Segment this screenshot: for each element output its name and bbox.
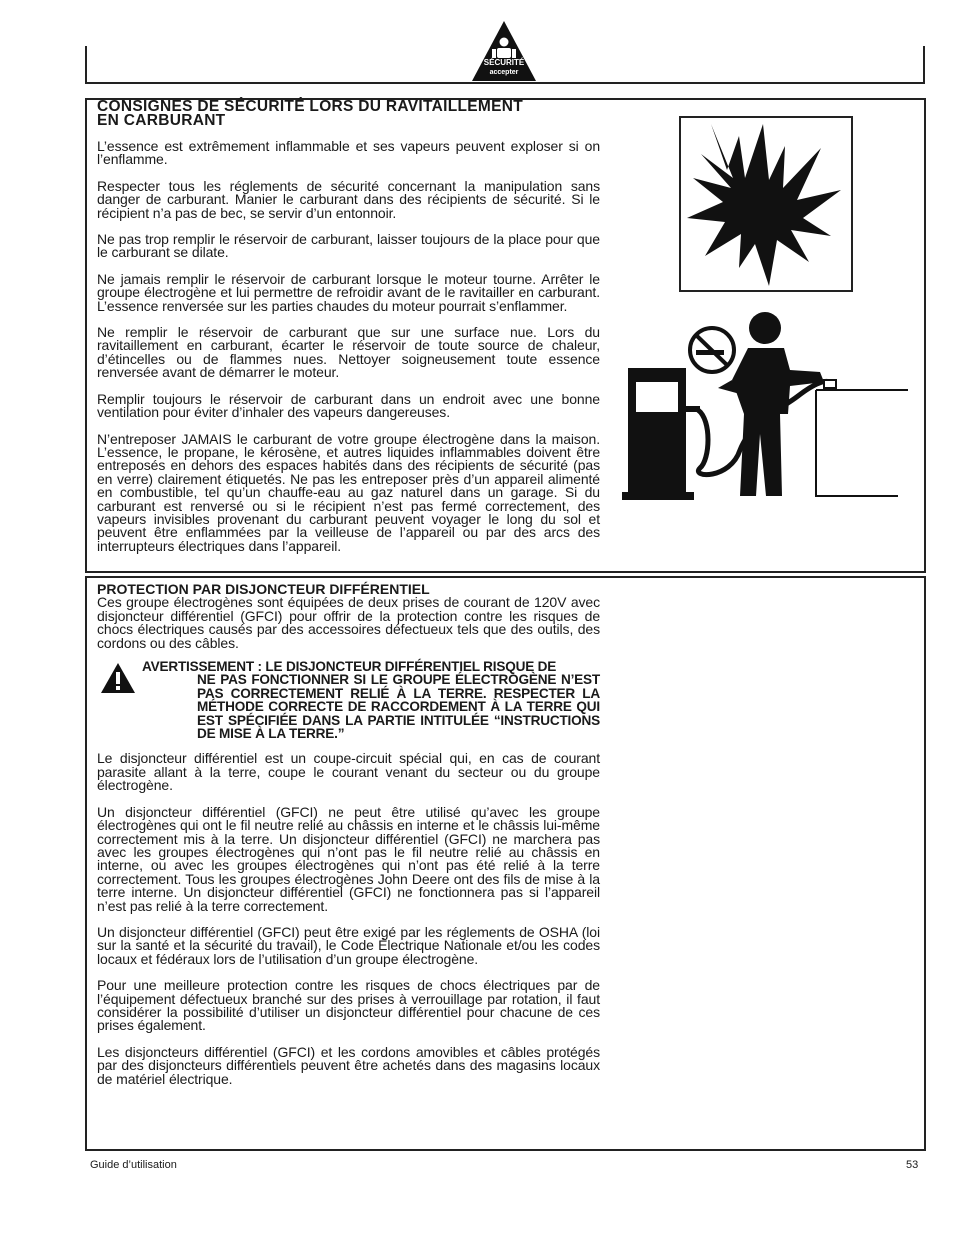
fueling-paragraph: Respecter tous les réglements de sécurité concernant la manipulation sans danger de carburant. Manier le carburant dans des récipients de sécurité. Si le récipient n’a pas de bec, se servir d’un entonnoir. bbox=[97, 177, 600, 221]
gfci-warning-text bbox=[142, 660, 600, 740]
fueling-paragraph: L’essence est extrêmement inflammable et ses vapeurs peuvent exploser si on l’enflamme. bbox=[97, 138, 600, 168]
gfci-paragraph: Un disjoncteur différentiel (GFCI) peut être exigé par les réglements de OSHA (loi sur la santé et la sécurité du travail), le Code Électrique Nationale et/ou les codes locaux et fédéraux lors de l’utilisation d’un groupe électrogène. bbox=[97, 923, 600, 967]
refueling-illustration bbox=[620, 310, 912, 502]
gfci-title: PROTECTION PAR DISJONCTEUR DIFFÉRENTIEL bbox=[97, 581, 430, 597]
gfci-warning-line1: AVERTISSEMENT : LE DISJONCTEUR DIFFÉRENTIEL RISQUE DE bbox=[142, 659, 557, 675]
gfci-paragraph: Les disjoncteurs différentiel (GFCI) et les cordons amovibles et câbles protégés par des disjoncteurs différentiels peuvent être achetés dans des magasins locaux de matériel électrique. bbox=[97, 1043, 600, 1087]
gfci-paragraph: Un disjoncteur différentiel (GFCI) ne peut être utilisé qu’avec les groupe électrogènes qui ont le fil neutre relié au châssis en interne et le châssis lui-même correctement mis à la terre. Un disjoncteur différentiel (GFCI) ne marchera pas avec les groupes électrogènes qui n’ont pas le fil neutre relié au châssis en interne, ou avec les groupes électrogènes qui n’ont pas été relié à la terre correctement. Tous les groupes électrogènes John Deere ont des fils de mise à la terre interne. Un disjoncteur différentiel (GFCI) ne fonctionnera pas si l’appareil n’est pas relié à la terre correctement. bbox=[97, 803, 600, 914]
fueling-title-line2: EN CARBURANT bbox=[97, 112, 226, 129]
fueling-paragraph: Ne remplir le réservoir de carburant que sur une surface nue. Lors du ravitaillement en carburant, écarter le réservoir de toute source de chaleur, d’étincelles ou de flammes nues. Nettoyer soigneusement toute essence renversée avant de démarrer le moteur. bbox=[97, 324, 600, 381]
fueling-title-line1: CONSIGNES DE SÉCURITÉ LORS DU RAVITAILLEMENT bbox=[97, 98, 523, 115]
safety-alert-icon bbox=[471, 20, 537, 82]
fueling-paragraph: Ne pas trop remplir le réservoir de carburant, laisser toujours de la place pour que le carburant se dilate. bbox=[97, 231, 600, 261]
explosion-icon bbox=[681, 118, 851, 290]
badge-label-bottom: accepter bbox=[489, 69, 519, 76]
fueling-text-column bbox=[97, 100, 600, 566]
footer-guide-title: Guide d’utilisation bbox=[90, 1159, 177, 1171]
gfci-paragraph: Le disjoncteur différentiel est un coupe-circuit spécial qui, en cas de courant parasite allant à la terre, coupe le courant venant du secteur ou du groupe électrogène. bbox=[97, 750, 600, 794]
warning-triangle-icon bbox=[100, 662, 136, 694]
fueling-paragraph: Remplir toujours le réservoir de carburant dans un endroit avec une bonne ventilation pour éviter d’inhaler des vapeurs dangereuses. bbox=[97, 390, 600, 421]
badge-label-top: SÉCURITÉ bbox=[483, 58, 525, 67]
gfci-paragraph: Pour une meilleure protection contre les risques de chocs électriques par de l’équipement défectueux branché sur des prises à verrouillage par rotation, il faut considérer la possibilité d’utiliser un disjoncteur différentiel pour chacune de ces prises également. bbox=[97, 977, 600, 1034]
gfci-warning-rest: NE PAS FONCTIONNER SI LE GROUPE ÉLECTROGÈNE N’EST PAS CORRECTEMENT RELIÉ À LA TERRE. RESPECTER LA MÉTHODE CORRECTE DE RACCORDEMENT À LA TERRE QUI EST SPÉCIFIÉE DANS LA PARTIE INTITULÉE “INSTRUCTIONS DE MISE À LA TERRE.” bbox=[197, 672, 600, 742]
gfci-intro: Ces groupe électrogènes sont équipées de deux prises de courant de 120V avec disjoncteur différentiel (GFCI) pour offrir de la protection contre les risques de chocs électriques causés par des accessoires défectueux tels que des outils, des cordons ou des câbles. bbox=[97, 594, 600, 651]
explosion-hazard-image bbox=[679, 116, 853, 292]
gfci-warning bbox=[97, 660, 600, 740]
fueling-paragraph: Ne jamais remplir le réservoir de carburant lorsque le moteur tourne. Arrêter le groupe électrogène et lui permettre de refroidir avant de le ravitailler en carburant. L’essence renversée sur les parties chaudes du moteur pourrait s’enflammer. bbox=[97, 270, 600, 314]
gfci-text-column bbox=[97, 583, 600, 1099]
fueling-paragraph: N’entreposer JAMAIS le carburant de votre groupe électrogène dans la maison. L’essence, le propane, le kérosène, et autres liquides inflammables doivent être entreposés en dehors des espaces habités dans des récipients de sécurité (pas en verre) clairement étiquetés. Ne pas les entreposer près d’un appareil alimenté en combustible, tel qu’un chauffe-eau au gaz naturel dans un garage. Si du carburant est renversé ou si le récipient n’est pas fermé correctement, des vapeurs invisibles provenant du carburant peuvent voyager le long du sol et peuvent être enflammées par la veilleuse de l’appareil ou par des arcs des interrupteurs électriques dans l’appareil. bbox=[97, 430, 600, 554]
page-number: 53 bbox=[906, 1159, 919, 1171]
gfci-section bbox=[85, 576, 926, 1151]
